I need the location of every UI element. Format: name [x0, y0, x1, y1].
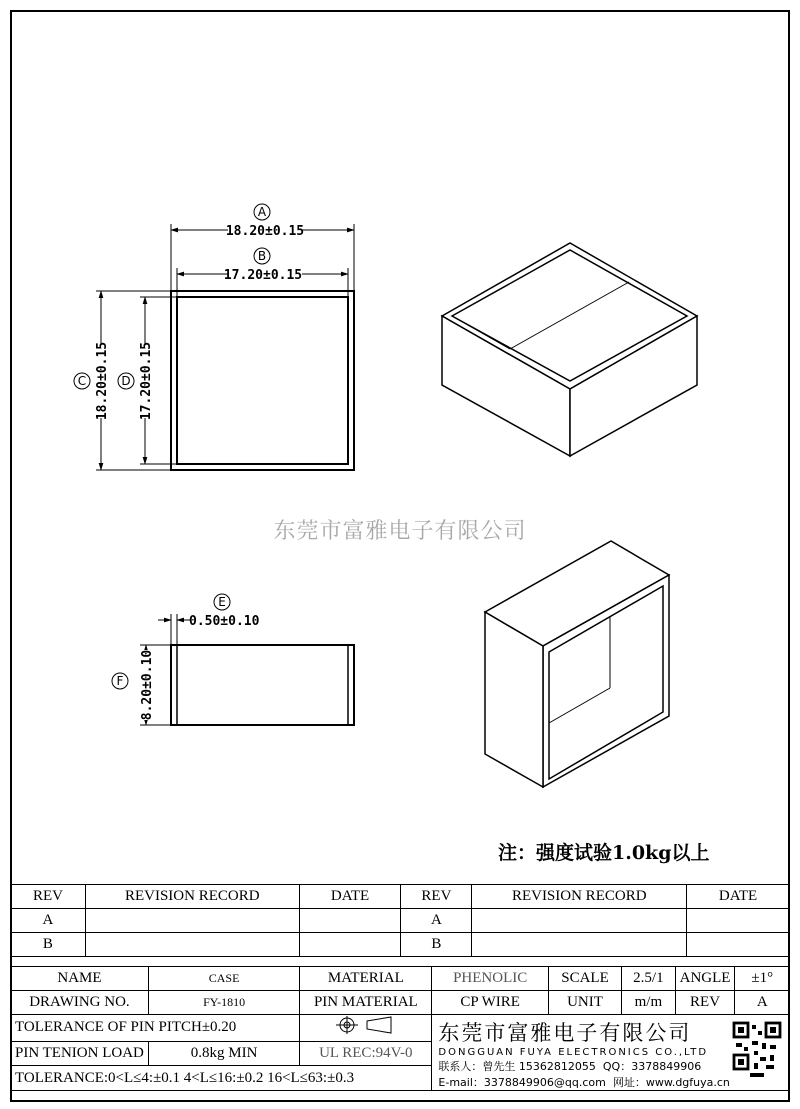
label-a: A: [257, 205, 267, 219]
title-block: [10, 966, 790, 1091]
date-header-right: DATE: [687, 885, 790, 909]
projection-symbol-icon: [331, 1015, 401, 1035]
revision-record-header: REVISION RECORD: [85, 885, 299, 909]
dim-c-text: 18.20±0.15: [95, 341, 110, 421]
isometric-frame: [485, 541, 669, 787]
contact-qq: QQ：3378849906: [602, 1060, 702, 1073]
strength-test-note: 注：强度试验1.0kg以上: [498, 842, 710, 864]
isometric-box-top: [442, 243, 697, 456]
pin-tenion-label: PIN TENION LOAD: [11, 1041, 149, 1066]
rev-header: REV: [11, 885, 86, 909]
rev-value: A: [735, 991, 790, 1015]
scale-value: 2.5/1: [622, 967, 676, 991]
name-value: CASE: [148, 967, 299, 991]
rev-row-b: B: [11, 933, 86, 957]
pin-material-label: PIN MATERIAL: [300, 991, 432, 1015]
angle-label: ANGLE: [675, 967, 735, 991]
projection-symbol: [300, 1015, 432, 1042]
company-name-en: DONGGUAN FUYA ELECTRONICS CO.,LTD: [438, 1047, 709, 1058]
contact-email: E-mail：3378849906@qq.com: [438, 1076, 606, 1089]
top-view: [74, 204, 354, 470]
dim-f-text: 8.20±0.10: [140, 649, 155, 721]
label-b: B: [257, 249, 267, 263]
dim-b-text: 17.20±0.15: [223, 268, 303, 283]
contact-person: 联系人：曾先生 15362812055: [438, 1060, 596, 1073]
label-f: F: [116, 674, 124, 688]
pin-tenion-value: 0.8kg MIN: [148, 1041, 299, 1066]
contact-website: 网址：www.dgfuya.cn: [612, 1076, 730, 1089]
tolerance-pin-pitch: TOLERANCE OF PIN PITCH±0.20: [11, 1015, 300, 1042]
dim-a-text: 18.20±0.15: [225, 224, 305, 239]
label-c: C: [77, 374, 87, 388]
unit-label: UNIT: [548, 991, 621, 1015]
tolerance-line: TOLERANCE:0<L≤4:±0.1 4<L≤16:±0.2 16<L≤63:±0.3: [11, 1066, 432, 1091]
angle-value: ±1°: [735, 967, 790, 991]
material-value: PHENOLIC: [432, 967, 548, 991]
rev-row-b-right: B: [401, 933, 472, 957]
label-d: D: [121, 374, 131, 388]
rev-row-a-right: A: [401, 909, 472, 933]
ul-rec: UL REC:94V-0: [300, 1041, 432, 1066]
qr-code-icon: [732, 1021, 782, 1081]
dim-e-text: 0.50±0.10: [189, 614, 260, 629]
drawing-no-value: FY-1810: [148, 991, 299, 1015]
dim-d-text: 17.20±0.15: [139, 341, 154, 421]
name-label: NAME: [11, 967, 149, 991]
company-name-cn: 东莞市富雅电子有限公司: [438, 1021, 692, 1045]
label-e: E: [218, 595, 226, 609]
revision-table: [10, 884, 790, 957]
drawing-no-label: DRAWING NO.: [11, 991, 149, 1015]
rev-label: REV: [675, 991, 735, 1015]
company-watermark: 东莞市富雅电子有限公司: [273, 519, 527, 544]
pin-material-value: CP WIRE: [432, 991, 548, 1015]
rev-row-a: A: [11, 909, 86, 933]
unit-value: m/m: [622, 991, 676, 1015]
rev-header-right: REV: [401, 885, 472, 909]
date-header: DATE: [299, 885, 401, 909]
scale-label: SCALE: [548, 967, 621, 991]
revision-record-header-right: REVISION RECORD: [472, 885, 687, 909]
material-label: MATERIAL: [300, 967, 432, 991]
